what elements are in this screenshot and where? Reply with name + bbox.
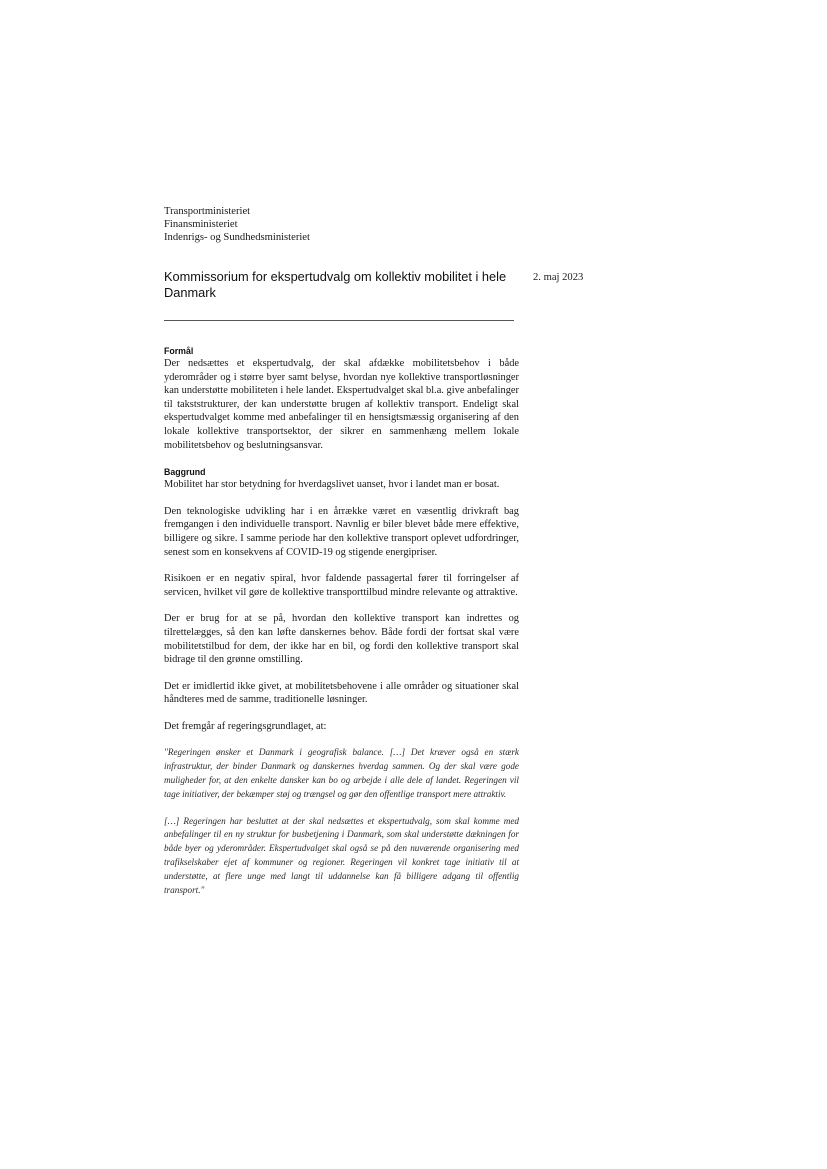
sender-line: Transportministeriet bbox=[164, 206, 251, 217]
sender-ministries bbox=[164, 205, 310, 244]
government-quote: "Regeringen ønsker et Danmark i geografisk balance. […] Det kræver også en stærk infrastruktur, der binder Danmark og danskernes hverdag sammen. Og der skal være gode muligheder for, at den enkelte dansker kan bo og arbejde i alle dele af landet. Regeringen vil tage initiativer, der bekæmper støj og trængsel og gør den offentlige transport mere attraktiv. bbox=[164, 747, 519, 799]
sender-line: Finansministeriet bbox=[164, 219, 238, 230]
title-divider bbox=[164, 320, 514, 321]
baggrund-paragraph: Det er imidlertid ikke givet, at mobilitetsbehovene i alle områder og situationer skal håndteres med de samme, traditionelle løsninger. bbox=[164, 680, 519, 706]
document-body bbox=[164, 346, 519, 897]
baggrund-paragraph: Risikoen er en negativ spiral, hvor faldende passagertal fører til forringelser af servicen, hvilket vil gøre de kollektive transporttilbud mindre relevante og attraktive. bbox=[164, 573, 519, 598]
formaal-paragraph: Der nedsættes et ekspertudvalg, der skal afdække mobilitetsbehov i både yderområder og i større byer samt belyse, hvordan nye kollektive transportløsninger kan understøtte mobiliteten i hele landet. Ekspertudvalget skal bl.a. give anbefalinger til takststrukturer, der kan understøtte brugen af kollektiv transport. Endeligt skal ekspertudvalget komme med anbefalinger til en hensigtsmæssig organisering af den lokale kollektive transportsektor, der sikrer en sammenhæng mellem lokale mobilitetsbehov og beslutningsansvar. bbox=[164, 358, 519, 451]
government-quote: […] Regeringen har besluttet at der skal nedsættes et ekspertudvalg, som skal komme med anbefalinger til en ny struktur for busbetjening i Danmark, som skal understøtte dækningen for både byer og yderområder. Ekspertudvalget skal også se på den nuværende organisering med trafikselskaber ejet af kommuner og regioner. Regeringen vil konkret tage initiativ til at understøtte, at flere unge med langt til uddannelse kan få billigere adgang til offentlig transport." bbox=[164, 815, 519, 895]
section-heading-formaal: Formål bbox=[164, 346, 194, 356]
baggrund-paragraph: Mobilitet har stor betydning for hverdagslivet uanset, hvor i landet man er bosat. bbox=[164, 479, 500, 491]
baggrund-paragraph: Den teknologiske udvikling har i en årrække været en væsentlig drivkraft bag fremgangen i den individuelle transport. Navnlig er biler blevet både mere effektive, billigere og sikre. I samme periode har den kollektive transport oplevet udfordringer, senest som en konsekvens af COVID-19 og stigende energipriser. bbox=[164, 505, 519, 558]
baggrund-paragraph: Det fremgår af regeringsgrundlaget, at: bbox=[164, 720, 327, 732]
baggrund-paragraph: Der er brug for at se på, hvordan den kollektive transport kan indrettes og tilrettelægges, så den kan løfte danskernes behov. Både fordi der fortsat skal være mobilitetstilbud for dem, der ikke har en bil, og fordi den kollektive transport skal bidrage til den grønne omstilling. bbox=[164, 613, 519, 666]
document-date: 2. maj 2023 bbox=[533, 272, 584, 283]
document-title: Kommissorium for ekspertudvalg om kollektiv mobilitet i hele Danmark bbox=[164, 269, 507, 300]
sender-line: Indenrigs- og Sundhedsministeriet bbox=[164, 232, 310, 243]
section-heading-baggrund: Baggrund bbox=[164, 467, 206, 478]
